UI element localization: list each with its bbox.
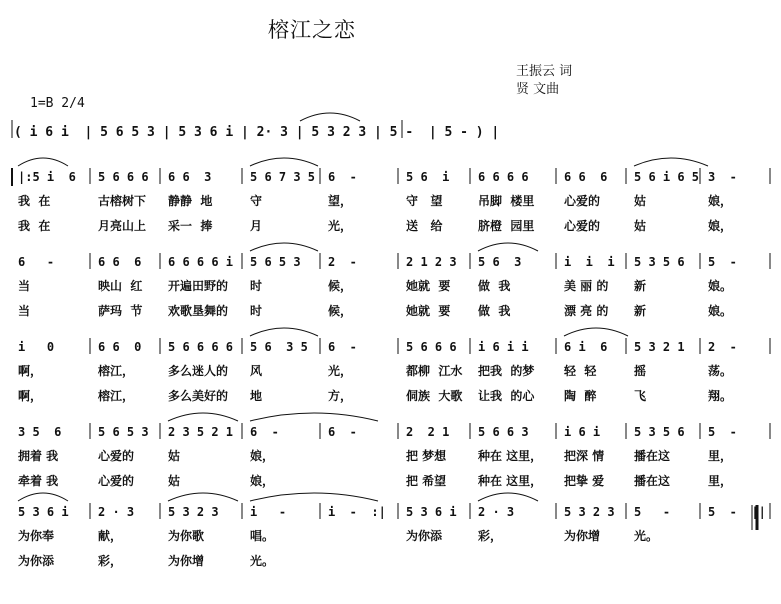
lyric-word: 我 在 [18, 219, 51, 233]
lyric-word: 多么迷人的 [168, 364, 229, 378]
lyric-word: 把 希望 [406, 474, 447, 488]
measure-notes: 5 - [708, 255, 737, 269]
composer-credit: 贤 文曲 [516, 82, 560, 97]
lyric-word: 风 [250, 364, 263, 378]
measure-notes: 6 6 6 6 i [168, 255, 234, 269]
lyric-word: 姑 [634, 194, 647, 208]
lyric-word: 娘， [250, 474, 275, 488]
lyric-word: 摇 [634, 364, 647, 378]
lyric-word: 吊脚 楼里 [478, 194, 535, 208]
measure-notes: 5 6 6 6 [98, 170, 149, 184]
lyric-word: 姑 [634, 219, 647, 233]
lyric-word: 为你奉 [18, 529, 55, 543]
lyric-word: 新 [634, 304, 647, 318]
slur-arc [250, 243, 318, 251]
lyric-word: 为你歌 [168, 529, 205, 543]
lyric-word: 唱。 [250, 529, 275, 543]
measure-notes: i 6 i [564, 425, 601, 439]
lyric-word: 守 望 [406, 194, 443, 208]
lyric-word: 姑 [168, 449, 181, 463]
lyric-word: 榕江， [98, 389, 135, 403]
lyric-word: 我 在 [18, 194, 51, 208]
lyric-word: 播在这 [634, 474, 671, 488]
lyric-word: 种在 这里， [478, 449, 543, 463]
measure-notes: 6 - [328, 170, 357, 184]
lyric-word: 光。 [634, 529, 659, 543]
lyric-word: 把深 情 [564, 449, 605, 463]
lyric-word: 姑 [168, 474, 181, 488]
measure-notes: 5 - [634, 505, 671, 519]
lyric-word: 新 [634, 279, 647, 293]
lyric-word: 月 [250, 219, 263, 233]
measure-notes: 6 6 0 [98, 340, 142, 354]
lyric-word: 望， [328, 194, 353, 208]
measure-notes: 6 - [328, 425, 357, 439]
lyric-word: 飞 [634, 389, 647, 403]
lyric-word: 献， [98, 529, 123, 543]
slur-arc [300, 113, 360, 121]
lyric-word: 候， [328, 279, 353, 293]
lyric-word: 彩， [478, 529, 503, 543]
lyric-word: 为你添 [18, 554, 55, 568]
lyric-word: 时 [250, 279, 263, 293]
lyric-word: 采一 捧 [168, 219, 213, 233]
lyric-word: 她就 要 [406, 304, 451, 318]
lyricist-credit: 王振云 词 [516, 64, 573, 79]
measure-notes: 2 3 5 2 1 [168, 425, 234, 439]
measure-notes: 6 6 6 [564, 170, 608, 184]
measure-notes: 6 6 6 [98, 255, 142, 269]
lyric-word: 光， [328, 364, 353, 378]
lyric-word: 彩， [98, 554, 123, 568]
lyric-word: 月亮山上 [98, 219, 147, 233]
measure-notes: 2 2 1 [406, 425, 450, 439]
measure-notes: 5 6 5 3 [250, 255, 301, 269]
lyric-word: 播在这 [634, 449, 671, 463]
lyric-word: 把 梦想 [406, 449, 447, 463]
lyric-word: 里， [708, 474, 733, 488]
lyric-word: 娘， [250, 449, 275, 463]
lyric-word: 种在 这里， [478, 474, 543, 488]
lyric-word: 榕江， [98, 364, 135, 378]
measure-notes: 5 6 6 6 [406, 340, 457, 354]
key-signature: 1=B 2/4 [30, 96, 85, 111]
lyric-word: 陶 醉 [564, 389, 597, 403]
lyric-word: 荡。 [708, 364, 733, 378]
lyric-word: 拥着 我 [18, 449, 59, 463]
lyric-word: 她就 要 [406, 279, 451, 293]
lyric-word: 当 [18, 304, 31, 318]
measure-notes: 5 3 6 i [406, 505, 457, 519]
measure-notes: 5 - || [708, 505, 766, 519]
slur-arc [564, 328, 628, 336]
lyric-word: 轻 轻 [564, 364, 597, 378]
measure-notes: 5 6 7 3 5 [250, 170, 316, 184]
lyric-word: 光。 [250, 554, 275, 568]
slur-arc [478, 493, 538, 501]
measure-notes: 2 1 2 3 [406, 255, 457, 269]
lyric-word: 啊， [18, 389, 43, 403]
lyric-word: 做 我 [478, 279, 511, 293]
lyric-word: 多么美好的 [168, 389, 229, 403]
measure-notes: 5 3 5 6 [634, 255, 685, 269]
lyric-word: 送 给 [406, 219, 443, 233]
lyric-word: 候， [328, 304, 353, 318]
lyric-word: 把我 的梦 [478, 364, 535, 378]
slur-arc [478, 243, 538, 251]
measure-notes: 5 6 6 3 [478, 425, 529, 439]
measure-notes: 6 - [250, 425, 279, 439]
lyric-word: 为你增 [564, 529, 601, 543]
measure-notes: i i i [564, 255, 615, 269]
lyric-word: 让我 的心 [478, 389, 535, 403]
measure-notes: |:5 i 6 [18, 170, 76, 184]
measure-notes: i - [250, 505, 287, 519]
measure-notes: 5 6 6 6 6 [168, 340, 234, 354]
lyric-word: 古榕树下 [98, 194, 147, 208]
lyric-word: 方， [328, 389, 353, 403]
slur-arc [168, 413, 238, 421]
lyric-word: 娘， [708, 219, 733, 233]
lyric-word: 牵着 我 [18, 474, 59, 488]
lyric-word: 守 [250, 194, 263, 208]
lyric-word: 心爱的 [564, 219, 601, 233]
measure-notes: 5 6 i [406, 170, 450, 184]
lyric-word: 侗族 大歌 [406, 389, 463, 403]
measure-notes: 5 3 2 3 [168, 505, 219, 519]
measure-notes: 3 5 6 [18, 425, 62, 439]
lyric-word: 静静 地 [168, 194, 213, 208]
lyric-word: 心爱的 [98, 474, 135, 488]
slur-arc [634, 158, 708, 166]
slur-arc [18, 158, 68, 166]
measure-notes: i 0 [18, 340, 55, 354]
measure-notes: 2 · 3 [478, 505, 515, 519]
measure-notes: 6 6 3 [168, 170, 212, 184]
lyric-word: 心爱的 [98, 449, 135, 463]
slur-arc [250, 493, 378, 501]
measure-notes: 6 i 6 [564, 340, 608, 354]
lyric-word: 娘， [708, 194, 733, 208]
lyric-word: 翔。 [708, 389, 733, 403]
song-title: 榕江之恋 [268, 18, 356, 42]
lyric-word: 做 我 [478, 304, 511, 318]
lyric-word: 美 丽 的 [564, 279, 609, 293]
measure-notes: 3 - [708, 170, 737, 184]
lyric-word: 娘。 [708, 304, 733, 318]
measure-notes: 5 3 5 6 [634, 425, 685, 439]
lyric-word: 当 [18, 279, 31, 293]
lyric-word: 时 [250, 304, 263, 318]
slur-arc [250, 158, 318, 166]
measure-notes: 2 · 3 [98, 505, 135, 519]
lyric-word: 映山 红 [98, 279, 143, 293]
measure-notes: 6 - [328, 340, 357, 354]
measure-notes: 2 - [328, 255, 357, 269]
measure-notes: 5 6 3 5 [250, 340, 308, 354]
lyric-word: 都柳 江水 [406, 364, 463, 378]
measure-notes: 5 6 3 [478, 255, 522, 269]
measure-notes: 5 3 6 i [18, 505, 69, 519]
intro-line: ( i 6 i | 5 6 5 3 | 5 3 6 i | 2· 3 | 5 3 2 3 | 5 - | 5 - ) | [14, 125, 500, 140]
lyric-word: 脐橙 园里 [478, 219, 535, 233]
measure-notes: 6 - [18, 255, 55, 269]
slur-arc [168, 493, 238, 501]
lyric-word: 把挚 爱 [564, 474, 605, 488]
lyric-word: 光， [328, 219, 353, 233]
measure-notes: i - :| [328, 505, 386, 519]
measure-notes: 2 - [708, 340, 737, 354]
measure-notes: 5 6 5 3 [98, 425, 149, 439]
lyric-word: 漂 亮 的 [564, 304, 609, 318]
lyric-word: 为你增 [168, 554, 205, 568]
measure-notes: i 6 i i [478, 340, 529, 354]
measure-notes: 5 3 2 3 [564, 505, 615, 519]
lyric-word: 啊， [18, 364, 43, 378]
slur-arc [18, 493, 68, 501]
measure-notes: 5 3 2 1 [634, 340, 685, 354]
lyric-word: 心爱的 [564, 194, 601, 208]
lyric-word: 里， [708, 449, 733, 463]
lyric-word: 萨玛 节 [98, 304, 143, 318]
slur-arc [250, 413, 378, 421]
lyric-word: 欢歌垦舞的 [168, 304, 229, 318]
measure-notes: 6 6 6 6 [478, 170, 529, 184]
lyric-word: 为你添 [406, 529, 443, 543]
lyric-word: 开遍田野的 [168, 279, 229, 293]
measure-notes: 5 6 i 6 5 [634, 170, 700, 184]
lyric-word: 娘。 [708, 279, 733, 293]
lyric-word: 地 [250, 389, 263, 403]
measure-notes: 5 - [708, 425, 737, 439]
slur-arc [250, 328, 318, 336]
